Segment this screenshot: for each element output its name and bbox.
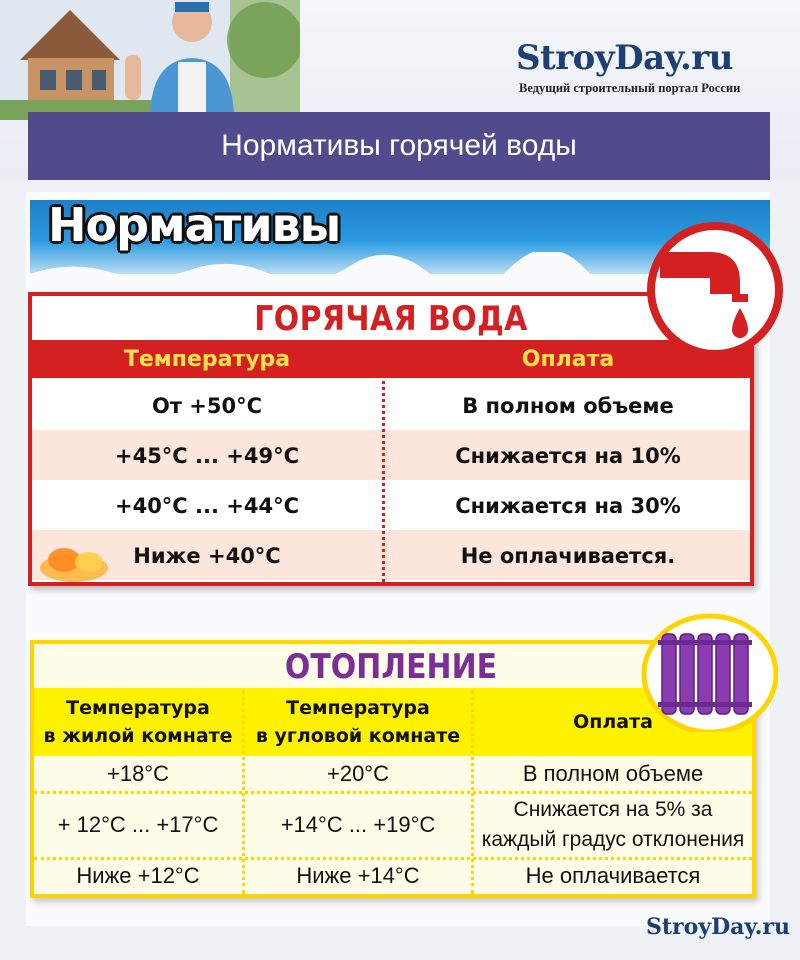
hot-water-temp-cell: Ниже +40°С: [133, 544, 281, 568]
heating-corner-cell: +14°С ... +19°С: [280, 812, 436, 837]
heating-living-cell: + 12°С ... +17°С: [57, 812, 219, 837]
heating-header-corner-room: Температура в угловой комнате: [255, 697, 461, 747]
hot-water-payment-cell: В полном объеме: [462, 394, 674, 418]
heating-payment-cell: В полном объеме: [522, 761, 704, 786]
banner-title: Нормативы: [48, 198, 341, 252]
row-divider: [34, 857, 752, 860]
hot-water-temp-cell: От +50°С: [151, 394, 263, 418]
footer-logo[interactable]: StroyDay.ru: [646, 914, 790, 940]
hot-water-temp-cell: +40°С ... +44°С: [114, 494, 300, 518]
heating-header-living-room: Температура в жилой комнате: [43, 697, 233, 747]
hot-water-title: ГОРЯЧАЯ ВОДА: [254, 299, 528, 339]
radiator-icon: [638, 612, 778, 732]
heating-payment-cell: Не оплачивается: [525, 863, 701, 888]
heating-living-cell: Ниже +12°С: [76, 863, 200, 888]
hot-water-header-temperature: Температура: [123, 347, 291, 372]
heating-title: ОТОПЛЕНИЕ: [284, 647, 498, 687]
hot-water-payment-cell: Снижается на 10%: [455, 444, 681, 468]
hot-water-payment-cell: Снижается на 30%: [455, 494, 681, 518]
column-divider: [382, 346, 385, 582]
row-divider: [34, 791, 752, 794]
heating-living-cell: +18°С: [106, 761, 169, 786]
heating-corner-cell: +20°С: [326, 761, 389, 786]
heating-corner-cell: Ниже +14°С: [296, 863, 420, 888]
page-title: Нормативы горячей воды: [221, 129, 577, 162]
water-tap-icon: [640, 212, 790, 367]
house-worker-illustration: [0, 0, 300, 120]
hot-water-payment-cell: Не оплачивается.: [460, 544, 676, 568]
heating-header-payment: Оплата: [573, 711, 653, 733]
site-tagline: Ведущий строительный портал России: [519, 81, 741, 95]
hot-water-header-payment: Оплата: [521, 347, 615, 372]
heating-payment-cell: Снижается на 5% за каждый градус отклонения: [481, 798, 745, 851]
site-logo[interactable]: StroyDay.ru: [516, 38, 733, 78]
hot-water-temp-cell: +45°С ... +49°С: [114, 444, 300, 468]
